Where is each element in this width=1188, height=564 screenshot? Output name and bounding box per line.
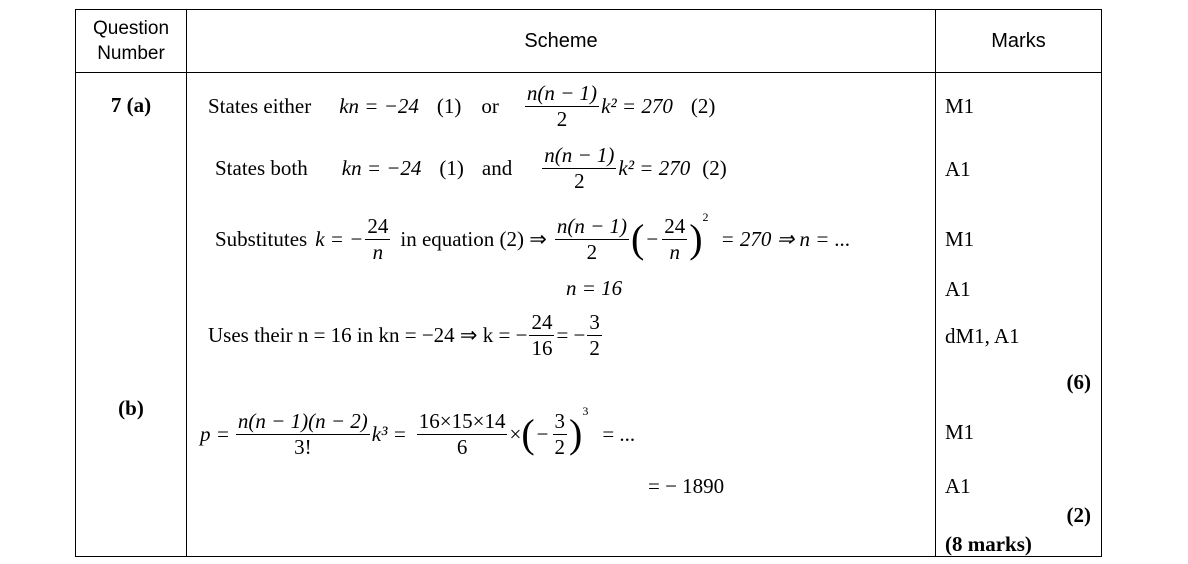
l1-or: or — [481, 93, 499, 118]
b1-tail: = ... — [602, 421, 636, 446]
mark-7: A1 — [945, 474, 971, 498]
l1-eq2-num: (2) — [690, 93, 716, 118]
l5-frac2-den: 2 — [589, 335, 600, 360]
scheme-b-line-1: p = $\frac{n(n - 1)(n - 2)}{3!}$ k³ = $\frac{16\times 15\times 14}{6}$ × ( − $\frac{3}{2}$ ) $^3$ = ... — [200, 404, 636, 459]
table-border-top — [75, 9, 1102, 10]
l2-tail: k² = 270 — [618, 155, 691, 180]
b1-frac3-num: 3 — [554, 409, 565, 434]
b1-fraction-2 — [417, 409, 508, 458]
l5-mid: = − — [556, 322, 586, 347]
l2-eq1-num: (1) — [439, 155, 464, 180]
l3-fraction-3 — [662, 214, 687, 263]
l3-frac3-den: n — [669, 239, 680, 264]
l1-frac-den: 2 — [556, 106, 568, 131]
l1-tail: k² = 270 — [601, 93, 673, 118]
l5-text: Uses their n = 16 in kn = −24 ⇒ k = − — [208, 322, 528, 347]
mark-6: M1 — [945, 420, 975, 444]
b1-left-paren: ( — [521, 411, 535, 456]
l5-frac2-num: 3 — [589, 310, 600, 335]
scheme-line-1 — [208, 78, 715, 134]
l5-fraction — [529, 310, 554, 359]
l3-frac-num: 24 — [367, 214, 389, 239]
b1-k3: k³ = — [371, 421, 407, 446]
header-divider — [75, 72, 1102, 73]
l1-fraction — [525, 81, 599, 130]
scheme-line-3: Substitutes k = − $\frac{24}{n}$ in equation (2) ⇒ $\frac{n(n - 1)}{2}$ ( − $\frac{24}{n}$ ) $^2$ = 270 ⇒ n = ... — [215, 210, 851, 264]
header-marks: Marks — [991, 30, 1046, 52]
mark-4: A1 — [945, 277, 971, 301]
l5-frac-den: 16 — [531, 335, 553, 360]
total-marks: (8 marks) — [945, 532, 1032, 556]
l2-eq1: kn = −24 — [341, 155, 422, 180]
l3-text: Substitutes — [215, 226, 308, 251]
mark-1: M1 — [945, 94, 975, 118]
l1-frac-num: n(n − 1) — [526, 81, 598, 106]
b1-frac2-num: 16×15×14 — [418, 409, 506, 434]
b1-fraction-3 — [553, 409, 568, 458]
l3-frac2-den: 2 — [586, 239, 598, 264]
l4-n16: n = 16 — [566, 276, 623, 300]
l2-text: States both — [215, 155, 308, 180]
column-divider-2 — [935, 9, 936, 557]
b1-frac-num: n(n − 1)(n − 2) — [237, 409, 368, 434]
mark-3: M1 — [945, 227, 975, 251]
l2-frac-den: 2 — [574, 168, 585, 193]
l1-text: States either — [208, 93, 312, 118]
l3-fraction — [365, 214, 390, 263]
b1-times: × — [509, 421, 522, 446]
l2-eq2-num: (2) — [702, 155, 727, 180]
l3-mid: in equation (2) ⇒ — [400, 226, 547, 251]
table-border-left — [75, 9, 76, 557]
total-part-b: (2) — [1066, 503, 1091, 527]
scheme-b-line-2 — [648, 474, 724, 499]
l3-frac-den: n — [372, 239, 384, 264]
part-a-label: 7 (a) — [110, 93, 152, 117]
scheme-line-4 — [566, 276, 622, 301]
table-border-right — [1101, 9, 1102, 557]
l3-fraction-2 — [555, 214, 629, 263]
l2-and: and — [481, 155, 513, 180]
b1-frac3-den: 2 — [554, 434, 565, 459]
header-question-number: Question Number — [92, 18, 170, 64]
l3-tail: = 270 ⇒ n = ... — [720, 226, 851, 251]
l2-fraction — [542, 143, 616, 192]
b1-frac-den: 3! — [294, 434, 312, 459]
b1-fraction — [236, 409, 370, 458]
scheme-line-5 — [208, 306, 604, 364]
l1-eq1-num: (1) — [436, 93, 462, 118]
l2-frac-num: n(n − 1) — [544, 143, 615, 168]
scheme-line-2 — [215, 140, 727, 196]
column-divider-1 — [186, 9, 187, 557]
l5-frac-num: 24 — [531, 310, 553, 335]
l3-frac3-num: 24 — [664, 214, 686, 239]
l5-fraction-2 — [587, 310, 602, 359]
l1-eq1: kn = −24 — [339, 93, 419, 118]
l3-k: k = − — [315, 226, 364, 251]
header-scheme: Scheme — [524, 30, 598, 52]
l3-frac2-num: n(n − 1) — [556, 214, 628, 239]
total-part-a: (6) — [1066, 370, 1091, 394]
b1-right-paren: ) — [569, 411, 583, 456]
mark-5: dM1, A1 — [945, 324, 1020, 348]
b2-result: = − 1890 — [648, 474, 725, 498]
l3-left-paren: ( — [631, 216, 645, 261]
part-b-label: (b) — [118, 396, 144, 420]
b1-frac2-den: 6 — [456, 434, 468, 459]
b1-p: p = — [200, 421, 230, 446]
mark-2: A1 — [945, 157, 971, 181]
l3-right-paren: ) — [689, 216, 703, 261]
